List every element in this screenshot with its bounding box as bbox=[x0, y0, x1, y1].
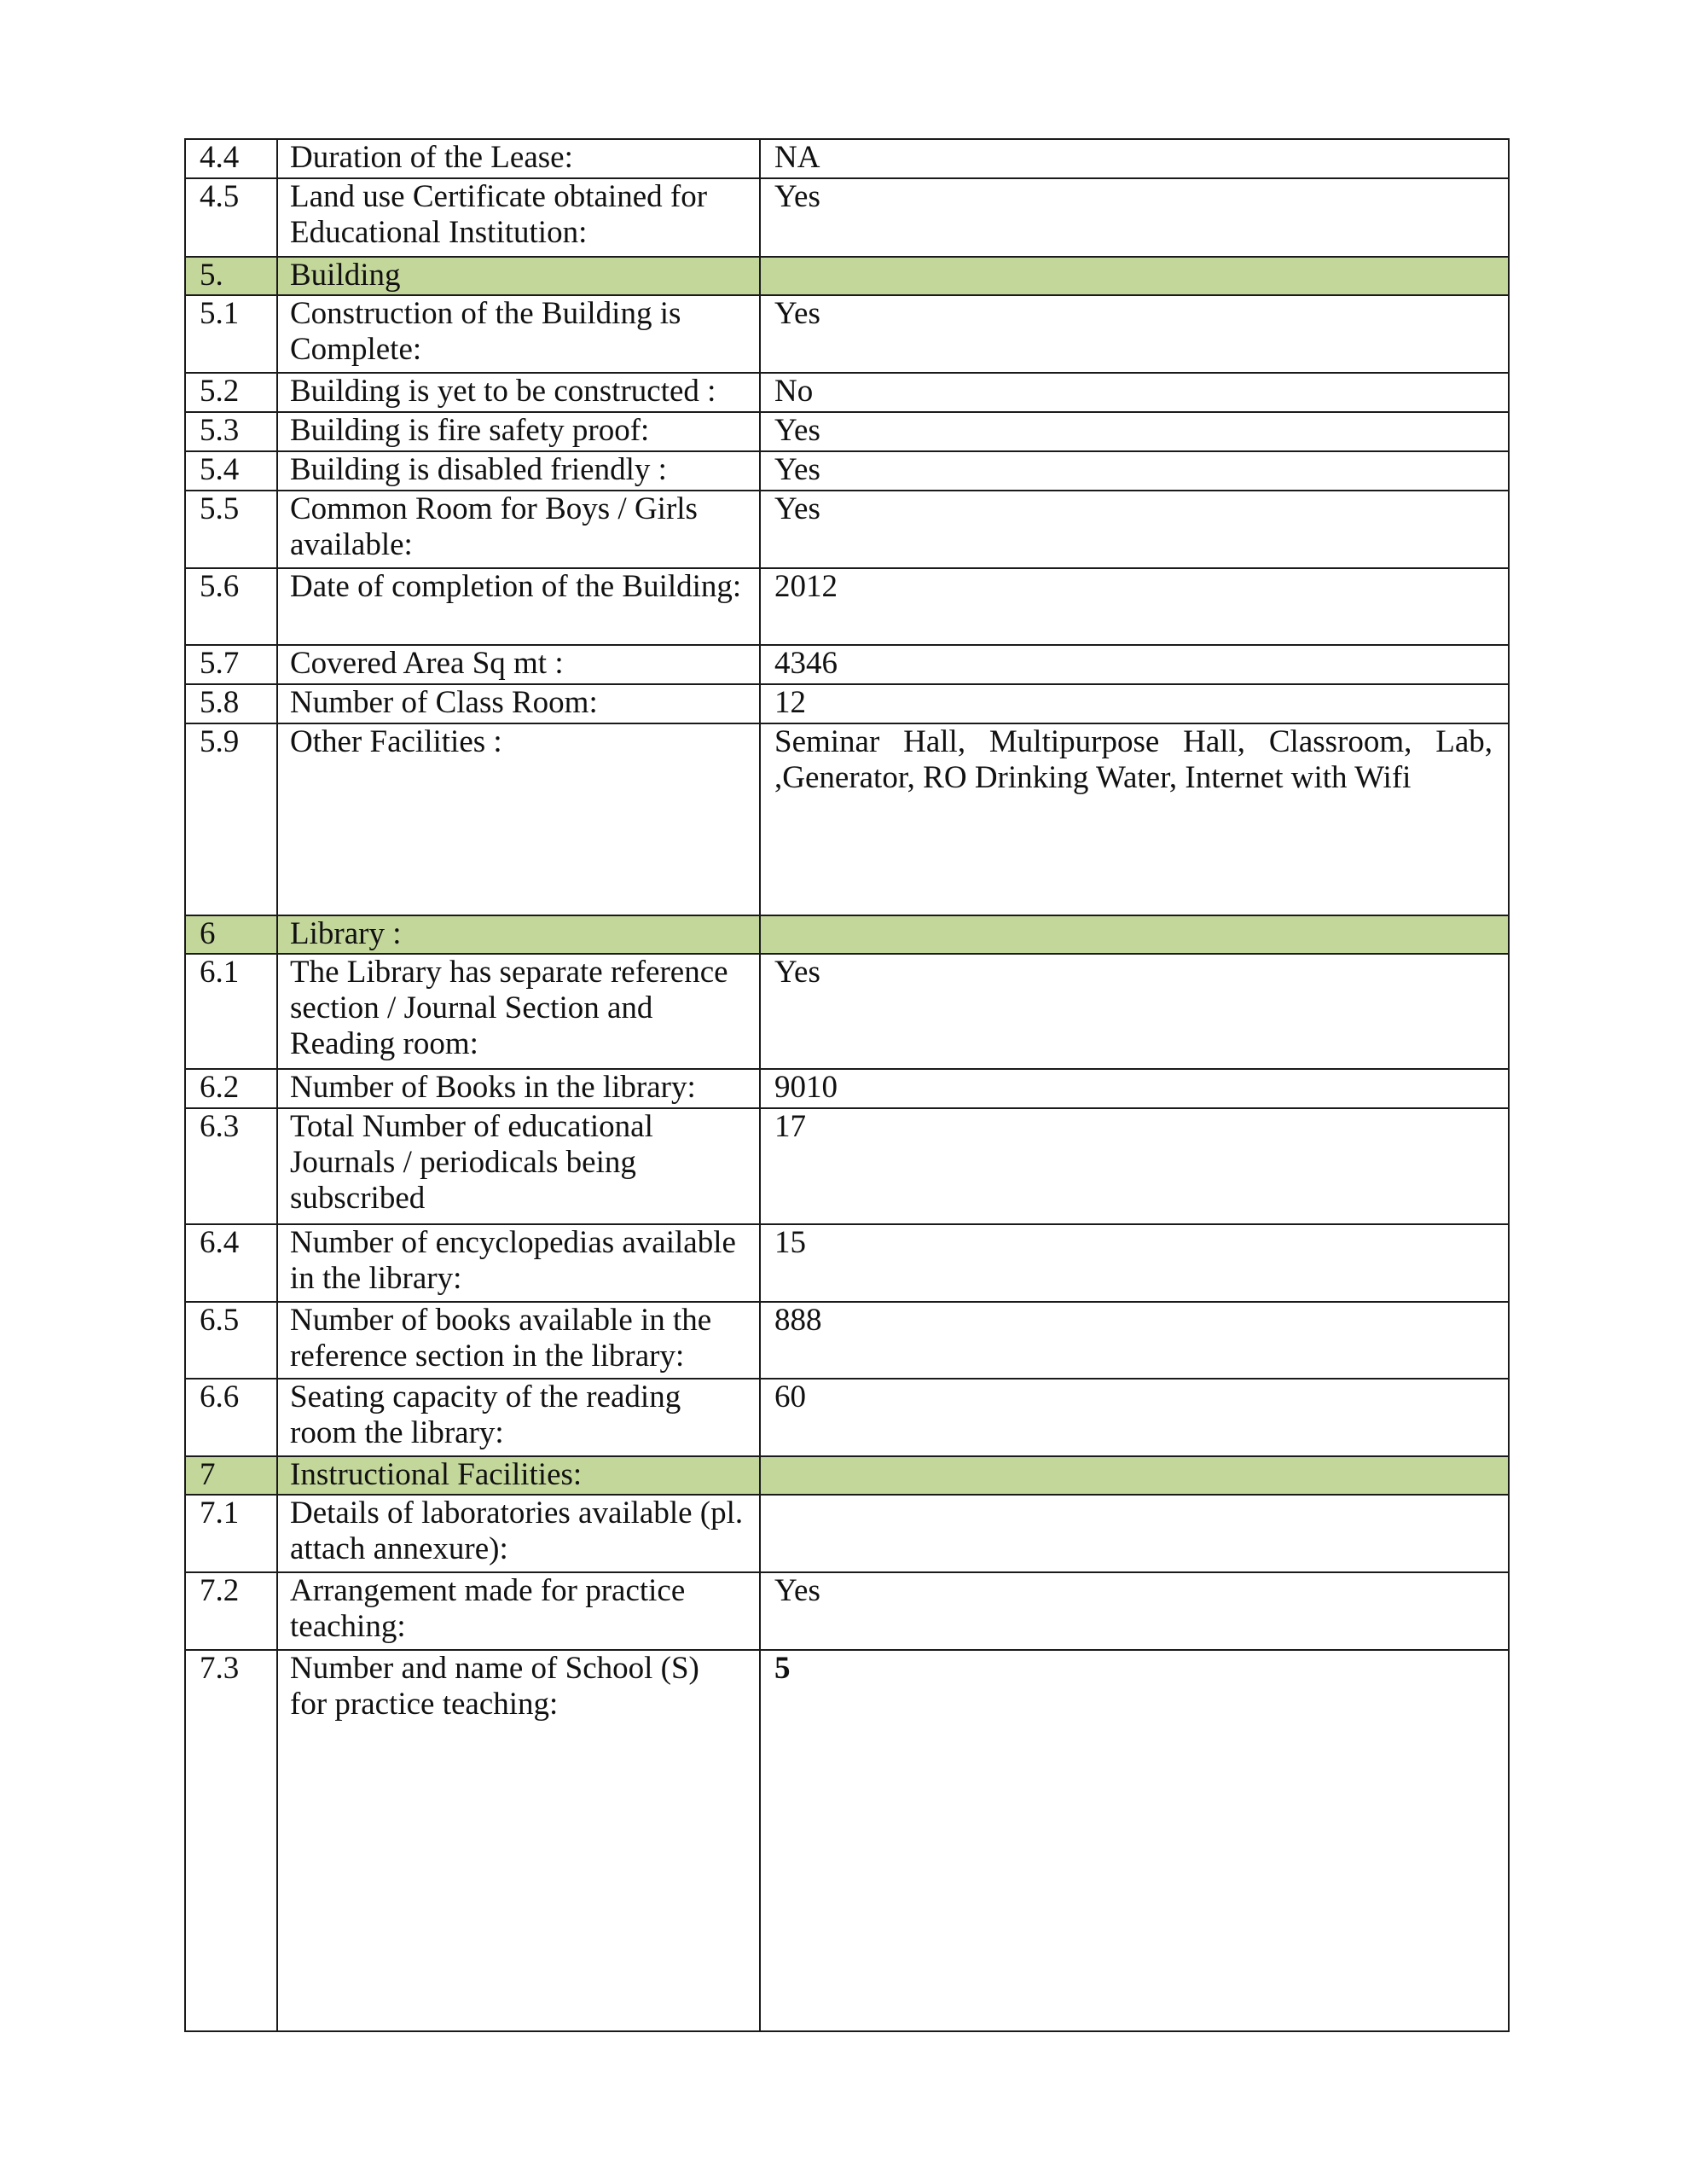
row-label: Land use Certificate obtained for Educational Institution: bbox=[277, 178, 760, 257]
row-number: 5.3 bbox=[185, 412, 277, 451]
row-value: Yes bbox=[760, 954, 1509, 1069]
section-number: 5. bbox=[185, 257, 277, 295]
row-value: Yes bbox=[760, 451, 1509, 491]
row-value: 15 bbox=[760, 1224, 1509, 1302]
section-title: Instructional Facilities: bbox=[277, 1456, 760, 1495]
section-header-row bbox=[185, 1456, 1509, 1495]
table-row bbox=[185, 1108, 1509, 1224]
table-row bbox=[185, 295, 1509, 373]
row-value: Yes bbox=[760, 1572, 1509, 1650]
table-row bbox=[185, 645, 1509, 684]
row-value: 9010 bbox=[760, 1069, 1509, 1108]
row-value: 17 bbox=[760, 1108, 1509, 1224]
row-number: 7.1 bbox=[185, 1495, 277, 1572]
table-row bbox=[185, 491, 1509, 568]
row-number: 5.1 bbox=[185, 295, 277, 373]
row-label: Seating capacity of the reading room the library: bbox=[277, 1379, 760, 1456]
section-title: Library : bbox=[277, 915, 760, 954]
row-label: Building is fire safety proof: bbox=[277, 412, 760, 451]
table-row bbox=[185, 178, 1509, 257]
row-value: 12 bbox=[760, 684, 1509, 723]
table-row bbox=[185, 139, 1509, 178]
row-label: Duration of the Lease: bbox=[277, 139, 760, 178]
row-label: Number of Class Room: bbox=[277, 684, 760, 723]
table-row bbox=[185, 1224, 1509, 1302]
table-row bbox=[185, 1495, 1509, 1572]
section-value bbox=[760, 257, 1509, 295]
table-row bbox=[185, 451, 1509, 491]
row-number: 6.4 bbox=[185, 1224, 277, 1302]
table-row bbox=[185, 684, 1509, 723]
row-number: 5.5 bbox=[185, 491, 277, 568]
row-number: 6.6 bbox=[185, 1379, 277, 1456]
row-value: Yes bbox=[760, 178, 1509, 257]
row-label: Building is disabled friendly : bbox=[277, 451, 760, 491]
row-number: 6.3 bbox=[185, 1108, 277, 1224]
row-label: Number and name of School (S) for practice teaching: bbox=[277, 1650, 760, 2031]
table-row bbox=[185, 1650, 1509, 2031]
row-number: 4.4 bbox=[185, 139, 277, 178]
table-row bbox=[185, 1572, 1509, 1650]
section-number: 7 bbox=[185, 1456, 277, 1495]
row-number: 5.2 bbox=[185, 373, 277, 412]
row-value bbox=[760, 1495, 1509, 1572]
row-number: 5.4 bbox=[185, 451, 277, 491]
table-row bbox=[185, 954, 1509, 1069]
row-value: No bbox=[760, 373, 1509, 412]
row-value: Yes bbox=[760, 295, 1509, 373]
section-title: Building bbox=[277, 257, 760, 295]
row-number: 5.8 bbox=[185, 684, 277, 723]
row-value: 60 bbox=[760, 1379, 1509, 1456]
row-number: 7.2 bbox=[185, 1572, 277, 1650]
table-row bbox=[185, 1069, 1509, 1108]
row-label: Details of laboratories available (pl. attach annexure): bbox=[277, 1495, 760, 1572]
row-label: Other Facilities : bbox=[277, 723, 760, 915]
section-header-row bbox=[185, 915, 1509, 954]
row-value: Seminar Hall, Multipurpose Hall, Classroom, Lab, ,Generator, RO Drinking Water, Internet with Wifi bbox=[760, 723, 1509, 915]
row-value: NA bbox=[760, 139, 1509, 178]
facilities-table bbox=[184, 138, 1510, 2032]
row-number: 4.5 bbox=[185, 178, 277, 257]
row-label: Total Number of educational Journals / periodicals being subscribed bbox=[277, 1108, 760, 1224]
row-label: Arrangement made for practice teaching: bbox=[277, 1572, 760, 1650]
row-label: Common Room for Boys / Girls available: bbox=[277, 491, 760, 568]
table-row bbox=[185, 1379, 1509, 1456]
row-label: Number of books available in the reference section in the library: bbox=[277, 1302, 760, 1379]
row-number: 5.7 bbox=[185, 645, 277, 684]
table-row bbox=[185, 568, 1509, 645]
section-value bbox=[760, 1456, 1509, 1495]
row-number: 6.5 bbox=[185, 1302, 277, 1379]
table-row bbox=[185, 1302, 1509, 1379]
row-value: Yes bbox=[760, 491, 1509, 568]
row-label: The Library has separate reference section / Journal Section and Reading room: bbox=[277, 954, 760, 1069]
row-value: 5 bbox=[760, 1650, 1509, 2031]
row-label: Building is yet to be constructed : bbox=[277, 373, 760, 412]
table-row bbox=[185, 373, 1509, 412]
row-number: 5.9 bbox=[185, 723, 277, 915]
row-value: 888 bbox=[760, 1302, 1509, 1379]
row-label: Covered Area Sq mt : bbox=[277, 645, 760, 684]
row-value: Yes bbox=[760, 412, 1509, 451]
row-label: Number of Books in the library: bbox=[277, 1069, 760, 1108]
row-number: 6.1 bbox=[185, 954, 277, 1069]
row-number: 5.6 bbox=[185, 568, 277, 645]
row-number: 6.2 bbox=[185, 1069, 277, 1108]
section-header-row bbox=[185, 257, 1509, 295]
table-row bbox=[185, 412, 1509, 451]
row-label: Number of encyclopedias available in the library: bbox=[277, 1224, 760, 1302]
table-row bbox=[185, 723, 1509, 915]
row-label: Date of completion of the Building: bbox=[277, 568, 760, 645]
row-value: 2012 bbox=[760, 568, 1509, 645]
section-number: 6 bbox=[185, 915, 277, 954]
row-number: 7.3 bbox=[185, 1650, 277, 2031]
row-value: 4346 bbox=[760, 645, 1509, 684]
row-label: Construction of the Building is Complete: bbox=[277, 295, 760, 373]
section-value bbox=[760, 915, 1509, 954]
